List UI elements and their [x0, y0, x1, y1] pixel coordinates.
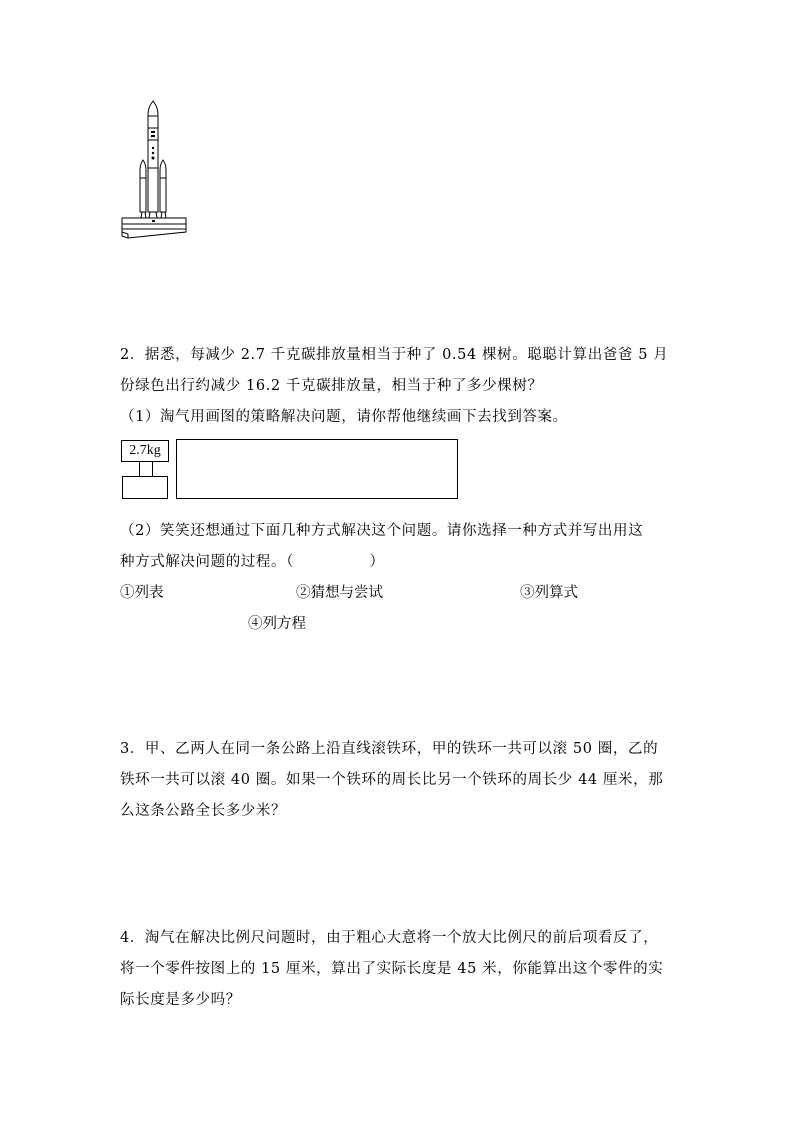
q2-line-2: 份绿色出行约减少 16.2 千克碳排放量，相当于种了多少棵树？ — [120, 378, 543, 394]
q3-line-1: 3．甲、乙两人在同一条公路上沿直线滚铁环，甲的铁环一共可以滚 50 圈，乙的 — [120, 741, 659, 757]
q4-line-1: 4．淘气在解决比例尺问题时，由于粗心大意将一个放大比例尺的前后项看反了， — [120, 930, 659, 946]
option-guess-and-try: ②猜想与尝试 — [296, 585, 383, 601]
diagram-stem — [139, 461, 153, 476]
q3-line-3: 么这条公路全长多少米？ — [120, 803, 287, 819]
rocket-illustration — [118, 98, 190, 240]
option-write-expression: ③列算式 — [520, 585, 578, 601]
drawing-answer-area[interactable] — [176, 439, 458, 499]
q2-part2-line-2: 种方式解决问题的过程。（ ） — [120, 554, 385, 570]
q4-line-3: 际长度是多少吗？ — [120, 992, 241, 1008]
unit-label-box: 2.7kg — [121, 440, 169, 462]
option-write-equation: ④列方程 — [248, 616, 306, 632]
q2-part2-line-1: （2）笑笑还想通过下面几种方式解决这个问题。请你选择一种方式并写出用这 — [120, 523, 644, 539]
q3-line-2: 铁环一共可以滚 40 圈。如果一个铁环的周长比另一个铁环的周长少 44 厘米，那 — [120, 772, 664, 788]
q2-line-1: 2．据悉，每减少 2.7 千克碳排放量相当于种了 0.54 棵树。聪聪计算出爸爸 5 月 — [120, 347, 669, 363]
option-list-table: ①列表 — [120, 585, 164, 601]
q4-line-2: 将一个零件按图上的 15 厘米，算出了实际长度是 45 米，你能算出这个零件的实 — [120, 961, 664, 977]
q2-part1: （1）淘气用画图的策略解决问题，请你帮他继续画下去找到答案。 — [120, 409, 568, 425]
diagram-tree-box — [122, 476, 168, 499]
